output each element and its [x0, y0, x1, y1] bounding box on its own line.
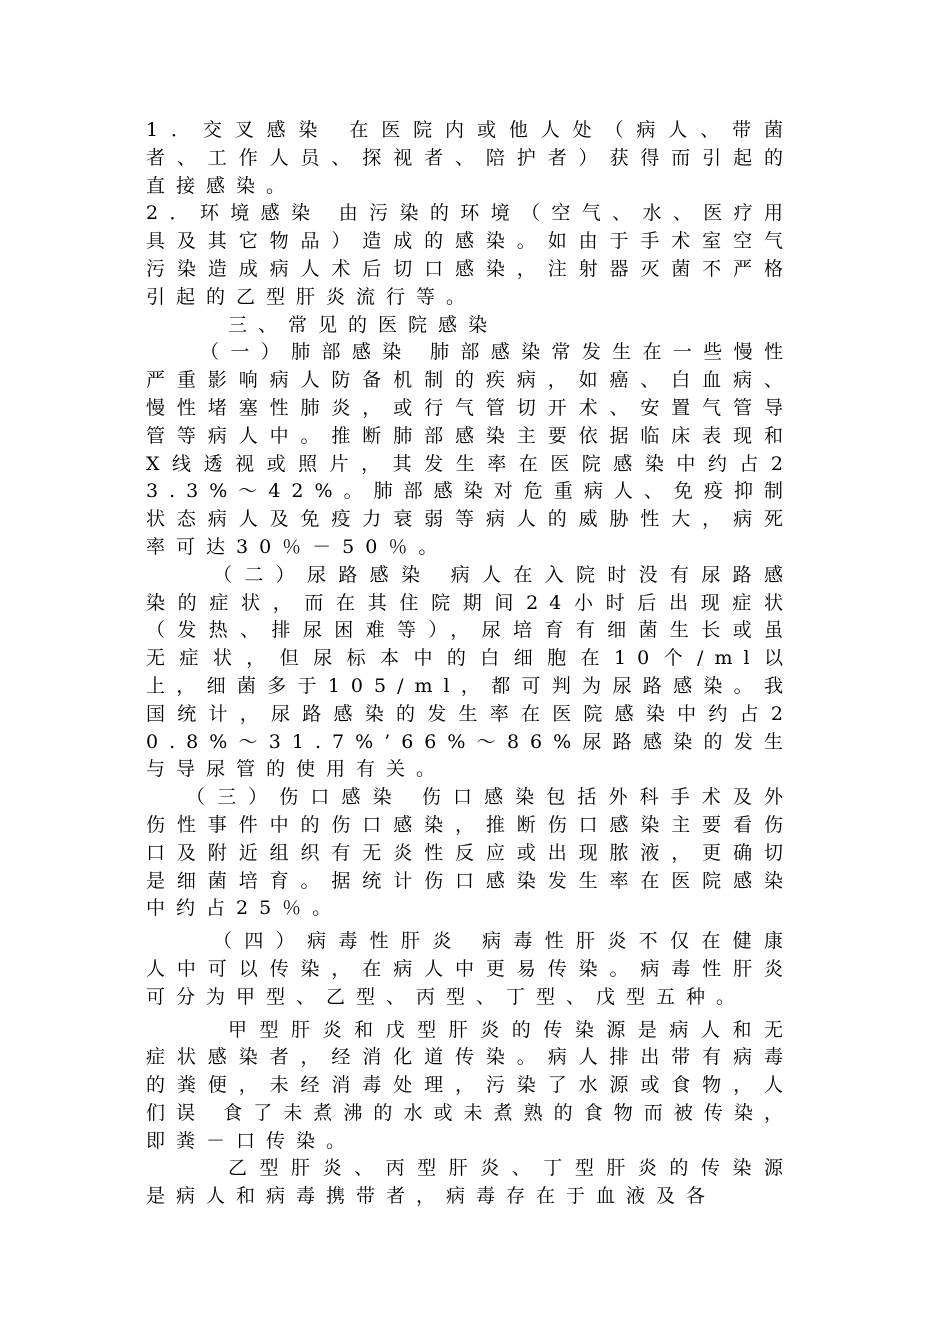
paragraph-viral-hepatitis: （四）病毒性肝炎 病毒性肝炎不仅在健康人中可以传染，在病人中更易传染。病毒性肝炎可分为甲型、乙型、丙型、丁型、戊型五种。	[146, 930, 794, 1008]
paragraph-cross-infection: 1．交叉感染 在医院内或他人处（病人、带菌者、工作人员、探视者、陪护者）获得而引起的直接感染。	[146, 119, 794, 197]
paragraph-wound-infection: （三）伤口感染 伤口感染包括外科手术及外伤性事件中的伤口感染，推断伤口感染主要看伤口及附近组织有无炎性反应或出现脓液，更确切是细菌培育。据统计伤口感染发生率在医院感染中约占25％。	[146, 786, 794, 920]
paragraph-hepatitis-a-e: 甲型肝炎和戊型肝炎的传染源是病人和无症状感染者，经消化道传染。病人排出带有病毒的粪便，未经消毒处理，污染了水源或食物，人们误 食了未煮沸的水或未煮熟的食物而被传染，即粪－口传染。	[146, 1018, 794, 1152]
paragraph-hepatitis-b-c-d: 乙型肝炎、丙型肝炎、丁型肝炎的传染源是病人和病毒携带者，病毒存在于血液及各	[146, 1157, 794, 1208]
paragraph-environmental-infection: 2．环境感染 由污染的环境（空气、水、医疗用具及其它物品）造成的感染。如由于手术室空气污染造成病人术后切口感染，注射器灭菌不严格引起的乙型肝炎流行等。	[146, 202, 794, 308]
document-body	[146, 117, 794, 1211]
paragraph-urinary-infection: （二）尿路感染 病人在入院时没有尿路感染的症状，而在其住院期间24小时后出现症状（发热、排尿困难等），尿培育有细菌生长或虽无症状，但尿标本中的白细胞在10个/ml以上，细菌多于105/ml，都可判为尿路感染。我国统计，尿路感染的发生率在医院感染中约占20.8%～31.7%’66%～86%尿路感染的发生与导尿管的使用有关。	[146, 563, 794, 781]
paragraph-lung-infection: （一）肺部感染 肺部感染常发生在一些慢性严重影响病人防备机制的疾病，如癌、白血病、慢性堵塞性肺炎，或行气管切开术、安置气管导管等病人中。推断肺部感染主要依据临床表现和X线透视或照片，其发生率在医院感染中约占23.3%～42%。肺部感染对危重病人、免疫抑制状态病人及免疫力衰弱等病人的威胁性大，病死率可达30％－50％。	[146, 341, 794, 558]
section-heading: 三、常见的医院感染	[228, 313, 499, 336]
